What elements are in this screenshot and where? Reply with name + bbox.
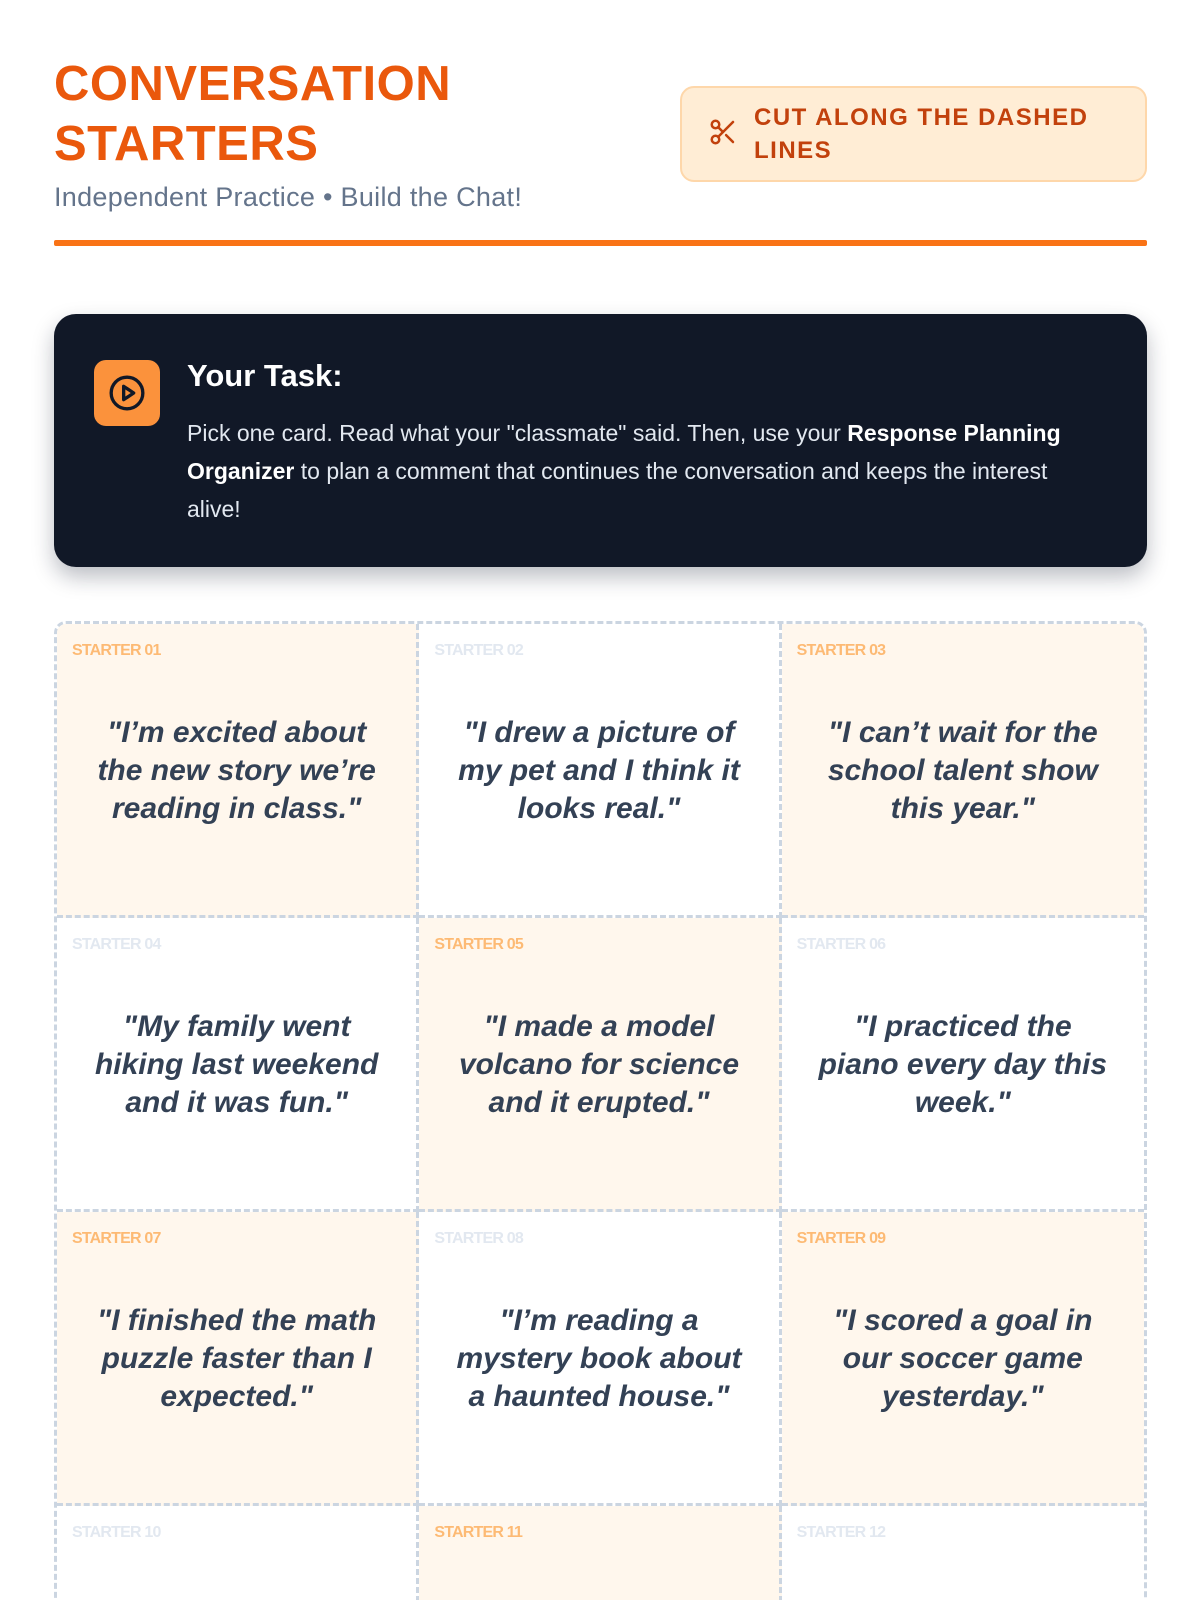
starter-card-quote: "I scored a goal in our soccer game yesterday." xyxy=(833,1303,1093,1413)
organizer-name: Response Planning Organizer xyxy=(187,420,1061,484)
starter-card xyxy=(782,1212,1144,1506)
starter-card xyxy=(57,1506,419,1600)
starter-card xyxy=(782,1506,1144,1600)
starter-card-quote: "I finished the math puzzle faster than I expected." xyxy=(97,1303,377,1413)
cut-instruction-text: CUT ALONG THE DASHED LINES xyxy=(754,104,1089,164)
starter-card-quote: "I drew a picture of my pet and I think it looks real." xyxy=(458,715,740,825)
task-text-end: to plan a comment that continues the conversation and keeps the interest alive! xyxy=(187,458,1048,522)
starter-card xyxy=(782,624,1144,918)
starter-card xyxy=(419,1212,781,1506)
starter-card-label: STARTER 02 xyxy=(434,642,523,659)
starter-card-quote xyxy=(87,1550,386,1600)
starter-card-quote: "My family went hiking last weekend and it was fun." xyxy=(94,1009,379,1119)
starter-card-label: STARTER 06 xyxy=(796,936,886,953)
starter-card-label: STARTER 03 xyxy=(796,642,886,659)
starter-card xyxy=(419,918,781,1212)
starter-card-quote: "I made a model volcano for science and it erupted." xyxy=(458,1009,740,1119)
starter-card-label: STARTER 05 xyxy=(434,936,523,953)
starter-card xyxy=(782,918,1144,1212)
starter-card-label: STARTER 01 xyxy=(72,642,161,659)
starter-card xyxy=(57,1212,419,1506)
header xyxy=(54,54,1147,244)
starter-card-quote: "I can’t wait for the school talent show this year." xyxy=(827,715,1098,825)
starter-card-label: STARTER 09 xyxy=(796,1230,886,1247)
starter-card-quote: "I’m reading a mystery book about a haunted house." xyxy=(456,1303,742,1413)
starter-card xyxy=(57,918,419,1212)
page-title: CONVERSATION STARTERS xyxy=(54,57,452,171)
starter-card-label: STARTER 11 xyxy=(434,1524,523,1541)
starter-card-quote xyxy=(812,1550,1114,1600)
task-title: Your Task: xyxy=(187,358,343,393)
scissors-icon xyxy=(708,117,738,152)
task-text-start: Pick one card. Read what your "classmate" said. Then, use your xyxy=(187,420,848,446)
header-divider xyxy=(54,240,1147,246)
page-subtitle: Independent Practice • Build the Chat! xyxy=(54,182,523,212)
starter-card xyxy=(419,624,781,918)
cut-instruction-badge xyxy=(680,86,1147,182)
starter-card-quote xyxy=(449,1550,748,1600)
starter-card-label: STARTER 12 xyxy=(796,1524,886,1541)
task-instructions xyxy=(187,414,1102,528)
starter-card xyxy=(419,1506,781,1600)
starter-card-label: STARTER 07 xyxy=(72,1230,161,1247)
starter-card-label: STARTER 04 xyxy=(72,936,161,953)
starter-card-quote: "I practiced the piano every day this week." xyxy=(818,1009,1108,1119)
task-panel xyxy=(54,314,1147,567)
starter-card-grid xyxy=(54,621,1147,1600)
starter-card-label: STARTER 10 xyxy=(72,1524,161,1541)
play-circle-icon xyxy=(94,360,160,426)
starter-card xyxy=(57,624,419,918)
starter-card-quote: "I’m excited about the new story we’re reading in class." xyxy=(97,715,376,825)
starter-card-label: STARTER 08 xyxy=(434,1230,523,1247)
